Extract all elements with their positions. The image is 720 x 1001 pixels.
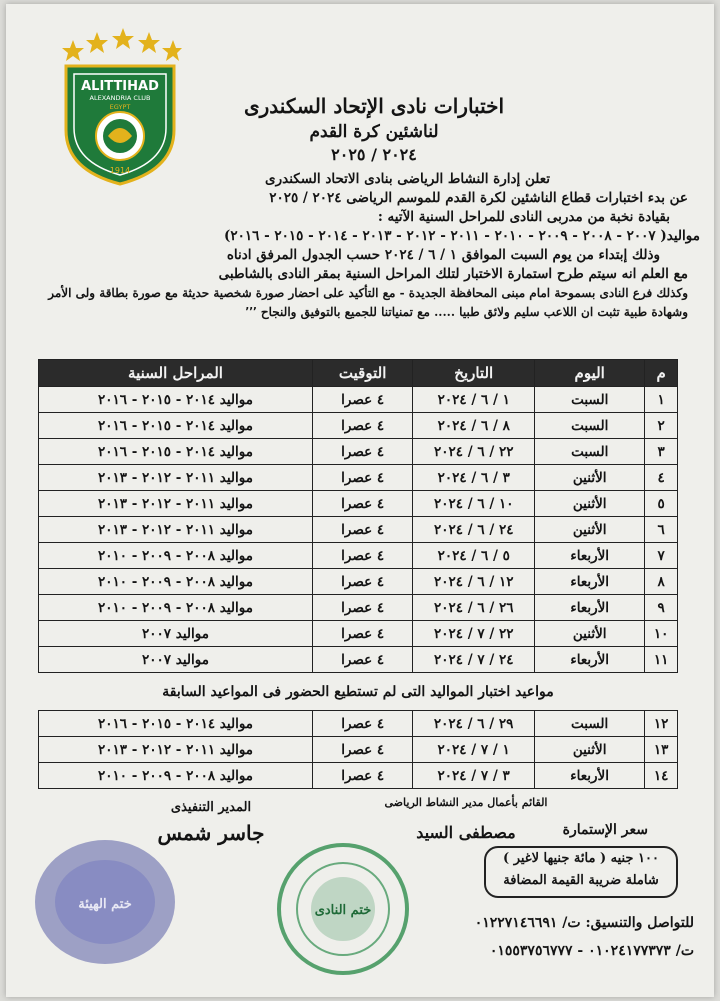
cell-num: ١٢ (645, 711, 678, 737)
cell-num: ١١ (645, 647, 678, 673)
cell-time: ٤ عصرا (313, 621, 413, 647)
intro-birth-years: مواليد( ٢٠٠٧ - ٢٠٠٨ - ٢٠٠٩ - ٢٠١٠ - ٢٠١١ - ٢٠١٢ - ٢٠١٣ - ٢٠١٤ - ٢٠١٥ - ٢٠١٦) (223, 228, 700, 244)
intro-line-6: مع العلم انه سيتم طرح استمارة الاختبار لتلك المراحل السنية بمقر النادى بالشاطبى (218, 266, 688, 282)
cell-day: الأربعاء (535, 595, 645, 621)
makeup-schedule-table (38, 710, 678, 789)
cell-day: الأربعاء (535, 763, 645, 789)
cell-time: ٤ عصرا (313, 595, 413, 621)
cell-stage: مواليد ٢٠١١ - ٢٠١٢ - ٢٠١٣ (39, 465, 313, 491)
schedule-header-row (39, 360, 678, 387)
cell-time: ٤ عصرا (313, 763, 413, 789)
cell-num: ١٤ (645, 763, 678, 789)
cell-time: ٤ عصرا (313, 737, 413, 763)
cell-time: ٤ عصرا (313, 569, 413, 595)
cell-date: ٢٢ / ٧ / ٢٠٢٤ (413, 621, 535, 647)
cell-day: السبت (535, 413, 645, 439)
title-line-1: اختبارات نادى الإتحاد السكندرى (243, 94, 505, 118)
cell-date: ٢٦ / ٦ / ٢٠٢٤ (413, 595, 535, 621)
cell-day: الأربعاء (535, 543, 645, 569)
intro-line-1: تعلن إدارة النشاط الرياضى بنادى الاتحاد السكندرى (265, 171, 550, 187)
cell-stage: مواليد ٢٠١١ - ٢٠١٢ - ٢٠١٣ (39, 491, 313, 517)
form-price-box (484, 846, 678, 898)
cell-stage: مواليد ٢٠٠٨ - ٢٠٠٩ - ٢٠١٠ (39, 763, 313, 789)
cell-time: ٤ عصرا (313, 387, 413, 413)
cell-stage: مواليد ٢٠١١ - ٢٠١٢ - ٢٠١٣ (39, 517, 313, 543)
header-num: م (645, 360, 678, 387)
cell-num: ٢ (645, 413, 678, 439)
header-time: التوقيت (313, 360, 413, 387)
table-row (39, 737, 678, 763)
cell-date: ١ / ٦ / ٢٠٢٤ (413, 387, 535, 413)
price-amount: ١٠٠ جنيه ( مائة جنيها لاغير ) (503, 851, 659, 866)
executive-director-signature (126, 800, 296, 845)
announcement-text (10, 170, 700, 322)
table-row (39, 439, 678, 465)
contact-line-2: ت/ ٠١٠٢٤١٧٧٣٧٣ - ٠١٥٥٣٧٥٦٧٧٧ (489, 943, 694, 959)
cell-day: السبت (535, 439, 645, 465)
cell-date: ٢٢ / ٦ / ٢٠٢٤ (413, 439, 535, 465)
cell-day: الأثنين (535, 517, 645, 543)
intro-line-2: عن بدء اختبارات قطاع الناشئين لكرة القدم للموسم الرياضى ٢٠٢٤ / ٢٠٢٥ (269, 190, 688, 206)
cell-day: الأثنين (535, 465, 645, 491)
cell-stage: مواليد ٢٠١٤ - ٢٠١٥ - ٢٠١٦ (39, 413, 313, 439)
sports-director-signature (366, 796, 566, 842)
acting-name: مصطفى السيد (416, 823, 516, 842)
cell-stage: مواليد ٢٠٠٧ (39, 647, 313, 673)
logo-name-mid: ALEXANDRIA CLUB (89, 94, 151, 102)
contact-info (475, 909, 694, 965)
table-row (39, 517, 678, 543)
price-tax-note: شاملة ضريبة القيمة المضافة (503, 873, 659, 888)
cell-time: ٤ عصرا (313, 413, 413, 439)
cell-date: ١٠ / ٦ / ٢٠٢٤ (413, 491, 535, 517)
cell-stage: مواليد ٢٠١٤ - ٢٠١٥ - ٢٠١٦ (39, 439, 313, 465)
title-season: ٢٠٢٤ / ٢٠٢٥ (331, 145, 417, 164)
cell-date: ٣ / ٧ / ٢٠٢٤ (413, 763, 535, 789)
cell-time: ٤ عصرا (313, 711, 413, 737)
header-day: اليوم (535, 360, 645, 387)
logo-year: 1914 (109, 166, 131, 175)
cell-day: الأثنين (535, 737, 645, 763)
logo-name-top: ALITTIHAD (81, 79, 159, 94)
intro-line-8: وشهادة طبية تثبت ان اللاعب سليم ولائق طبيا ..... مع تمنياتنا للجميع بالتوفيق والنجاح ٬٬٬ (245, 305, 688, 319)
table-row (39, 543, 678, 569)
cell-time: ٤ عصرا (313, 647, 413, 673)
cell-stage: مواليد ٢٠٠٨ - ٢٠٠٩ - ٢٠١٠ (39, 543, 313, 569)
cell-stage: مواليد ٢٠١١ - ٢٠١٢ - ٢٠١٣ (39, 737, 313, 763)
table-row (39, 763, 678, 789)
cell-time: ٤ عصرا (313, 465, 413, 491)
document-title (174, 92, 574, 166)
cell-num: ٣ (645, 439, 678, 465)
cell-num: ١ (645, 387, 678, 413)
cell-num: ٤ (645, 465, 678, 491)
title-line-2: لناشئين كرة القدم (309, 122, 439, 142)
cell-num: ٦ (645, 517, 678, 543)
table-row (39, 621, 678, 647)
exec-role: المدير التنفيذى (170, 800, 252, 815)
cell-day: الأربعاء (535, 647, 645, 673)
cell-day: الأثنين (535, 621, 645, 647)
cell-num: ١٠ (645, 621, 678, 647)
table-row (39, 465, 678, 491)
table-row (39, 413, 678, 439)
cell-num: ١٣ (645, 737, 678, 763)
cell-stage: مواليد ٢٠٠٧ (39, 621, 313, 647)
cell-date: ١٢ / ٦ / ٢٠٢٤ (413, 569, 535, 595)
cell-stage: مواليد ٢٠١٤ - ٢٠١٥ - ٢٠١٦ (39, 387, 313, 413)
intro-line-7: وكذلك فرع النادى بسموحة امام مبنى المحافظة الجديدة - مع التأكيد على احضار صورة شخصية حديثة مع صورة بطاقة ولى الأمر (48, 286, 688, 300)
table-row (39, 595, 678, 621)
cell-time: ٤ عصرا (313, 439, 413, 465)
acting-role: القائم بأعمال مدير النشاط الرياضى (384, 796, 548, 809)
blue-stamp-text: ختم الهيئة (78, 897, 132, 912)
document-page (6, 4, 714, 997)
logo-stars (62, 28, 182, 61)
cell-stage: مواليد ٢٠٠٨ - ٢٠٠٩ - ٢٠١٠ (39, 569, 313, 595)
intro-line-3: بقيادة نخبة من مدربى النادى للمراحل السنية الآتيه : (377, 209, 670, 225)
header-date: التاريخ (413, 360, 535, 387)
cell-time: ٤ عصرا (313, 517, 413, 543)
cell-day: السبت (535, 387, 645, 413)
table-row (39, 387, 678, 413)
cell-date: ٢٩ / ٦ / ٢٠٢٤ (413, 711, 535, 737)
schedule-table (38, 359, 678, 673)
cell-day: الأربعاء (535, 569, 645, 595)
table-row (39, 491, 678, 517)
cell-stage: مواليد ٢٠٠٨ - ٢٠٠٩ - ٢٠١٠ (39, 595, 313, 621)
table-row (39, 569, 678, 595)
cell-num: ٩ (645, 595, 678, 621)
contact-line-1: للتواصل والتنسيق: ت/ ٠١٢٢٧١٤٦٦٩١ (474, 915, 694, 931)
cell-date: ٢٤ / ٦ / ٢٠٢٤ (413, 517, 535, 543)
form-price-label: سعر الإستمارة (562, 822, 648, 838)
cell-date: ٢٤ / ٧ / ٢٠٢٤ (413, 647, 535, 673)
cell-stage: مواليد ٢٠١٤ - ٢٠١٥ - ٢٠١٦ (39, 711, 313, 737)
header-stage: المراحل السنية (39, 360, 313, 387)
logo-country: EGYPT (109, 103, 131, 111)
intro-line-5: وذلك إبتداء من يوم السبت الموافق ١ / ٦ / ٢٠٢٤ حسب الجدول المرفق ادناه (226, 247, 660, 263)
cell-time: ٤ عصرا (313, 543, 413, 569)
club-stamp-text: ختم النادى (314, 903, 372, 918)
cell-date: ١ / ٧ / ٢٠٢٤ (413, 737, 535, 763)
cell-num: ٨ (645, 569, 678, 595)
cell-num: ٥ (645, 491, 678, 517)
table-row (39, 711, 678, 737)
club-logo (58, 20, 182, 188)
cell-date: ٨ / ٦ / ٢٠٢٤ (413, 413, 535, 439)
cell-date: ٥ / ٦ / ٢٠٢٤ (413, 543, 535, 569)
cell-date: ٣ / ٦ / ٢٠٢٤ (413, 465, 535, 491)
cell-num: ٧ (645, 543, 678, 569)
makeup-dates-note: مواعيد اختبار المواليد التى لم تستطيع الحضور فى المواعيد السابقة (162, 684, 554, 700)
blue-stamp (20, 824, 190, 974)
cell-day: السبت (535, 711, 645, 737)
club-stamp (268, 834, 418, 984)
table-row (39, 647, 678, 673)
cell-day: الأثنين (535, 491, 645, 517)
exec-name: جاسر شمس (157, 821, 265, 845)
cell-time: ٤ عصرا (313, 491, 413, 517)
